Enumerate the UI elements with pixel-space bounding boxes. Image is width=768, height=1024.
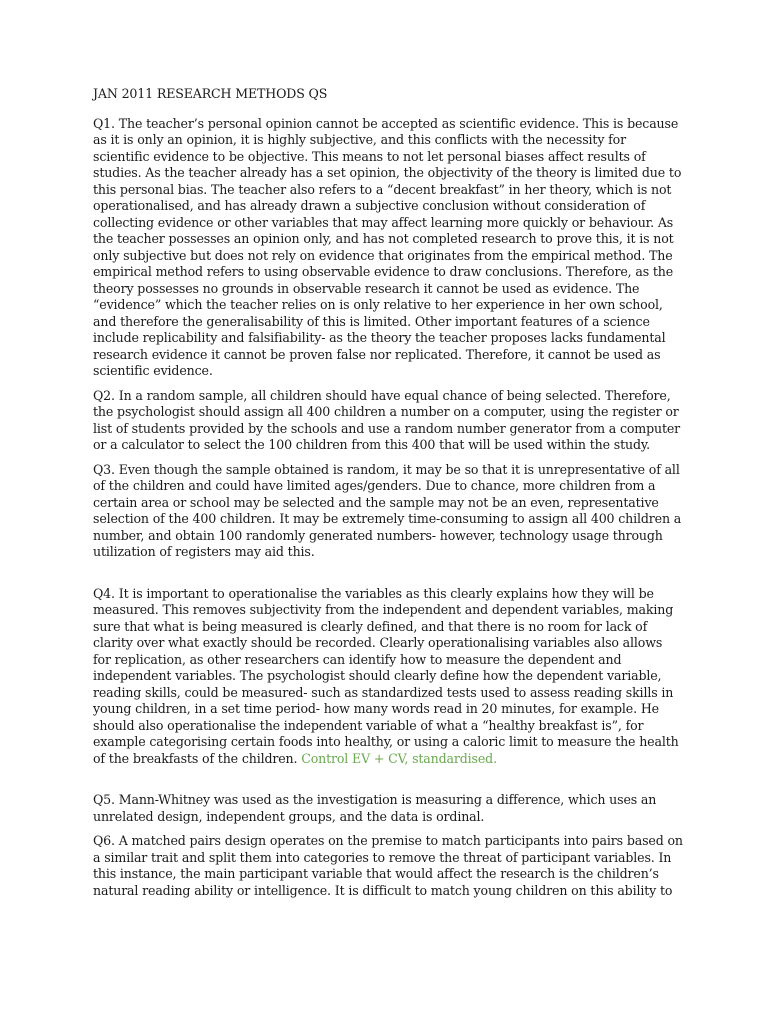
answer-q6: Q6. A matched pairs design operates on the premise to match participants into pairs based on a similar trait and split them into categories to remove the threat of participant variables. In this instance, the main participant variable that would affect the research is the children’s natural reading ability or intelligence. It is difficult to match young children on this ability to — [93, 833, 683, 898]
answer-q4-annotation: Control EV + CV, standardised. — [301, 750, 497, 766]
document-title: JAN 2011 RESEARCH METHODS QS — [93, 86, 328, 101]
answer-q1: Q1. The teacher’s personal opinion cannot be accepted as scientific evidence. This is because as it is only an opinion, it is highly subjective, and this conflicts with the necessity for scientific evidence to be objective. This means to not let personal biases affect results of studies. As the teacher already has a set opinion, the objectivity of the theory is limited due to this personal bias. The teacher also refers to a “decent breakfast” in her theory, which is not operationalised, and has already drawn a subjective conclusion without consideration of collecting evidence or other variables that may affect learning more quickly or behaviour. As the teacher possesses an opinion only, and has not completed research to prove this, it is not only subjective but does not rely on evidence that originates from the empirical method. The empirical method refers to using observable evidence to draw conclusions. Therefore, as the theory possesses no grounds in observable research it cannot be used as evidence. The “evidence” which the teacher relies on is only relative to her experience in her own school, and therefore the generalisability of this is limited. Other important features of a science include replicability and falsifiability- as the theory the teacher proposes lacks fundamental research evidence it cannot be proven false nor replicated. Therefore, it cannot be used as scientific evidence. — [93, 115, 682, 378]
answer-q2: Q2. In a random sample, all children should have equal chance of being selected. Therefore, the psychologist should assign all 400 children a number on a computer, using the register or list of students provided by the schools and use a random number generator from a computer or a calculator to select the 100 children from this 400 that will be used within the study. — [93, 387, 681, 452]
answer-q3: Q3. Even though the sample obtained is random, it may be so that it is unrepresentative of all of the children and could have limited ages/genders. Due to chance, more children from a certain area or school may be selected and the sample may not be an even, representative selection of the 400 children. It may be extremely time-consuming to assign all 400 children a number, and obtain 100 randomly generated numbers- however, technology usage through utilization of registers may aid this. — [93, 461, 682, 559]
answer-q5: Q5. Mann-Whitney was used as the investigation is measuring a difference, which uses an unrelated design, independent groups, and the data is ordinal. — [93, 792, 657, 824]
answer-q4-text: Q4. It is important to operationalise the variables as this clearly explains how they will be measured. This removes subjectivity from the independent and dependent variables, making sure that what is being measured is clearly defined, and that there is no room for lack of clarity over what exactly should be recorded. Clearly operationalising variables also allows for replication, as other researchers can identify how to measure the dependent and independent variables. The psychologist should clearly define how the dependent variable, reading skills, could be measured- such as standardized tests used to assess reading skills in young children, in a set time period- how many words read in 20 minutes, for example. He should also operationalise the independent variable of what a “healthy breakfast is”, for example categorising certain foods into healthy, or using a caloric limit to measure the health of the breakfasts of the children. — [93, 585, 679, 766]
answer-q4 — [93, 586, 683, 768]
document-body — [93, 86, 683, 907]
